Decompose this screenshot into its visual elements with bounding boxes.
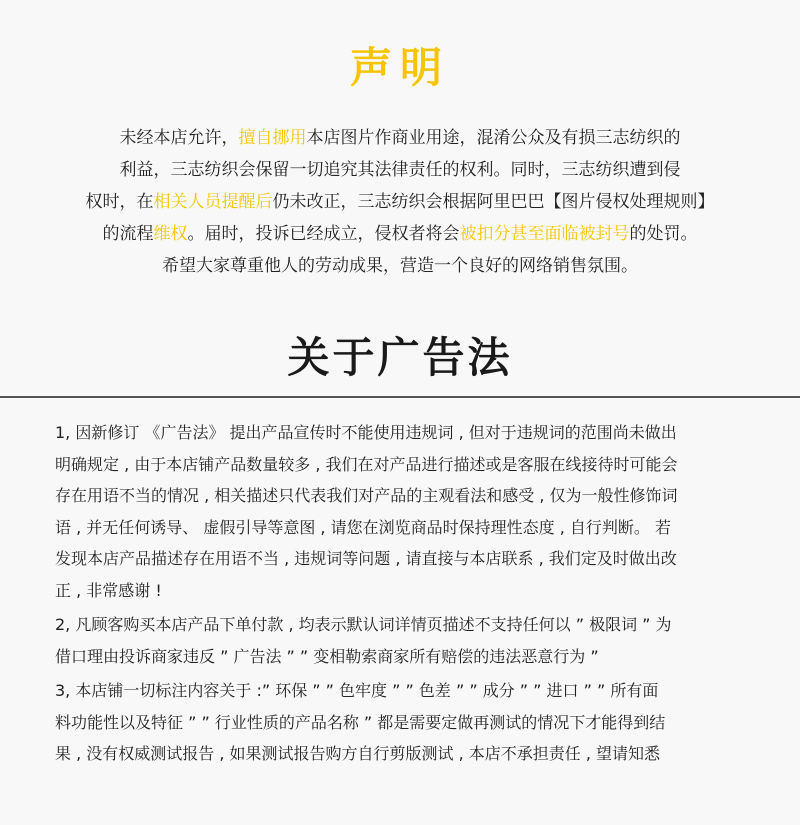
highlight-segment: 被扣分甚至面临被封号 <box>459 224 630 244</box>
clause-line: 3, 本店铺一切标注内容关于 :” 环保 ” ” 色牢度 ” ” 色差 ” ” 成分 ” ” 进口 ” ” 所有面 <box>55 681 659 700</box>
clause-line: 存在用语不当的情况 , 相关描述只代表我们对产品的主观看法和感受 , 仅为一般性修饰词 <box>55 486 678 505</box>
text-segment: 本店图片作商业用途，混淆公众及有损三志纺织的 <box>306 128 681 148</box>
clause-line: 语 , 并无任何诱导、 虚假引导等意图 , 请您在浏览商品时保持理性态度 , 自行判断。 若 <box>55 517 671 537</box>
clause-line: 明确规定 , 由于本店铺产品数量较多 , 我们在对产品进行描述或是客服在线接待时可能会 <box>55 454 678 474</box>
text-segment: 希望大家尊重他人的劳动成果，营造一个良好的网络销售氛围。 <box>162 256 638 276</box>
highlight-segment: 擅自挪用 <box>238 128 307 148</box>
clause-line: 正 , 非常感谢 ! <box>55 580 162 600</box>
text-segment: 的处罚。 <box>629 224 698 244</box>
declaration-line <box>40 186 760 218</box>
declaration-title: 声明 <box>349 43 450 92</box>
clause-line: 借口理由投诉商家违反 ” 广告法 ” ” 变相勒索商家所有赔偿的违法恶意行为 ” <box>55 646 599 666</box>
section-divider <box>0 396 800 398</box>
highlight-segment: 维权 <box>153 224 188 244</box>
clause-3 <box>55 675 755 770</box>
text-segment: 利益，三志纺织会保留一切追究其法律责任的权利。同时，三志纺织遭到侵 <box>119 160 681 180</box>
text-segment: 权时，在 <box>85 192 154 212</box>
clause-line: 果 , 没有权威测试报告 , 如果测试报告购方自行剪版测试 , 本店不承担责任 , 望请知悉 <box>55 744 661 763</box>
text-segment: 未经本店允许， <box>119 128 239 148</box>
highlight-segment: 相关人员提醒后 <box>153 192 273 212</box>
clause-line: 2, 凡顾客购买本店产品下单付款 , 均表示默认词详情页描述不支持任何以 ” 极限词 ” 为 <box>55 615 672 634</box>
ad-law-title: 关于广告法 <box>287 333 513 382</box>
declaration-line <box>40 122 760 154</box>
declaration-line <box>40 154 760 186</box>
declaration-line <box>40 218 760 250</box>
text-segment: 的流程 <box>102 224 154 244</box>
text-segment: 仍未改正，三志纺织会根据阿里巴巴【图片侵权处理规则】 <box>272 192 715 212</box>
clause-1 <box>55 417 755 606</box>
clause-line: 1, 因新修订 《广告法》 提出产品宣传时不能使用违规词 , 但对于违规词的范围尚未做出 <box>55 423 677 442</box>
clause-line: 发现本店产品描述存在用语不当 , 违规词等问题 , 请直接与本店联系 , 我们定及时做出改 <box>55 549 677 568</box>
declaration-line <box>40 250 760 282</box>
ad-law-clauses <box>55 417 755 773</box>
clause-2 <box>55 609 755 672</box>
clause-line: 料功能性以及特征 ” ” 行业性质的产品名称 ” 都是需要定做再测试的情况下才能得到结 <box>55 712 666 732</box>
text-segment: 。届时，投诉已经成立，侵权者将会 <box>187 224 460 244</box>
declaration-body <box>40 122 760 282</box>
